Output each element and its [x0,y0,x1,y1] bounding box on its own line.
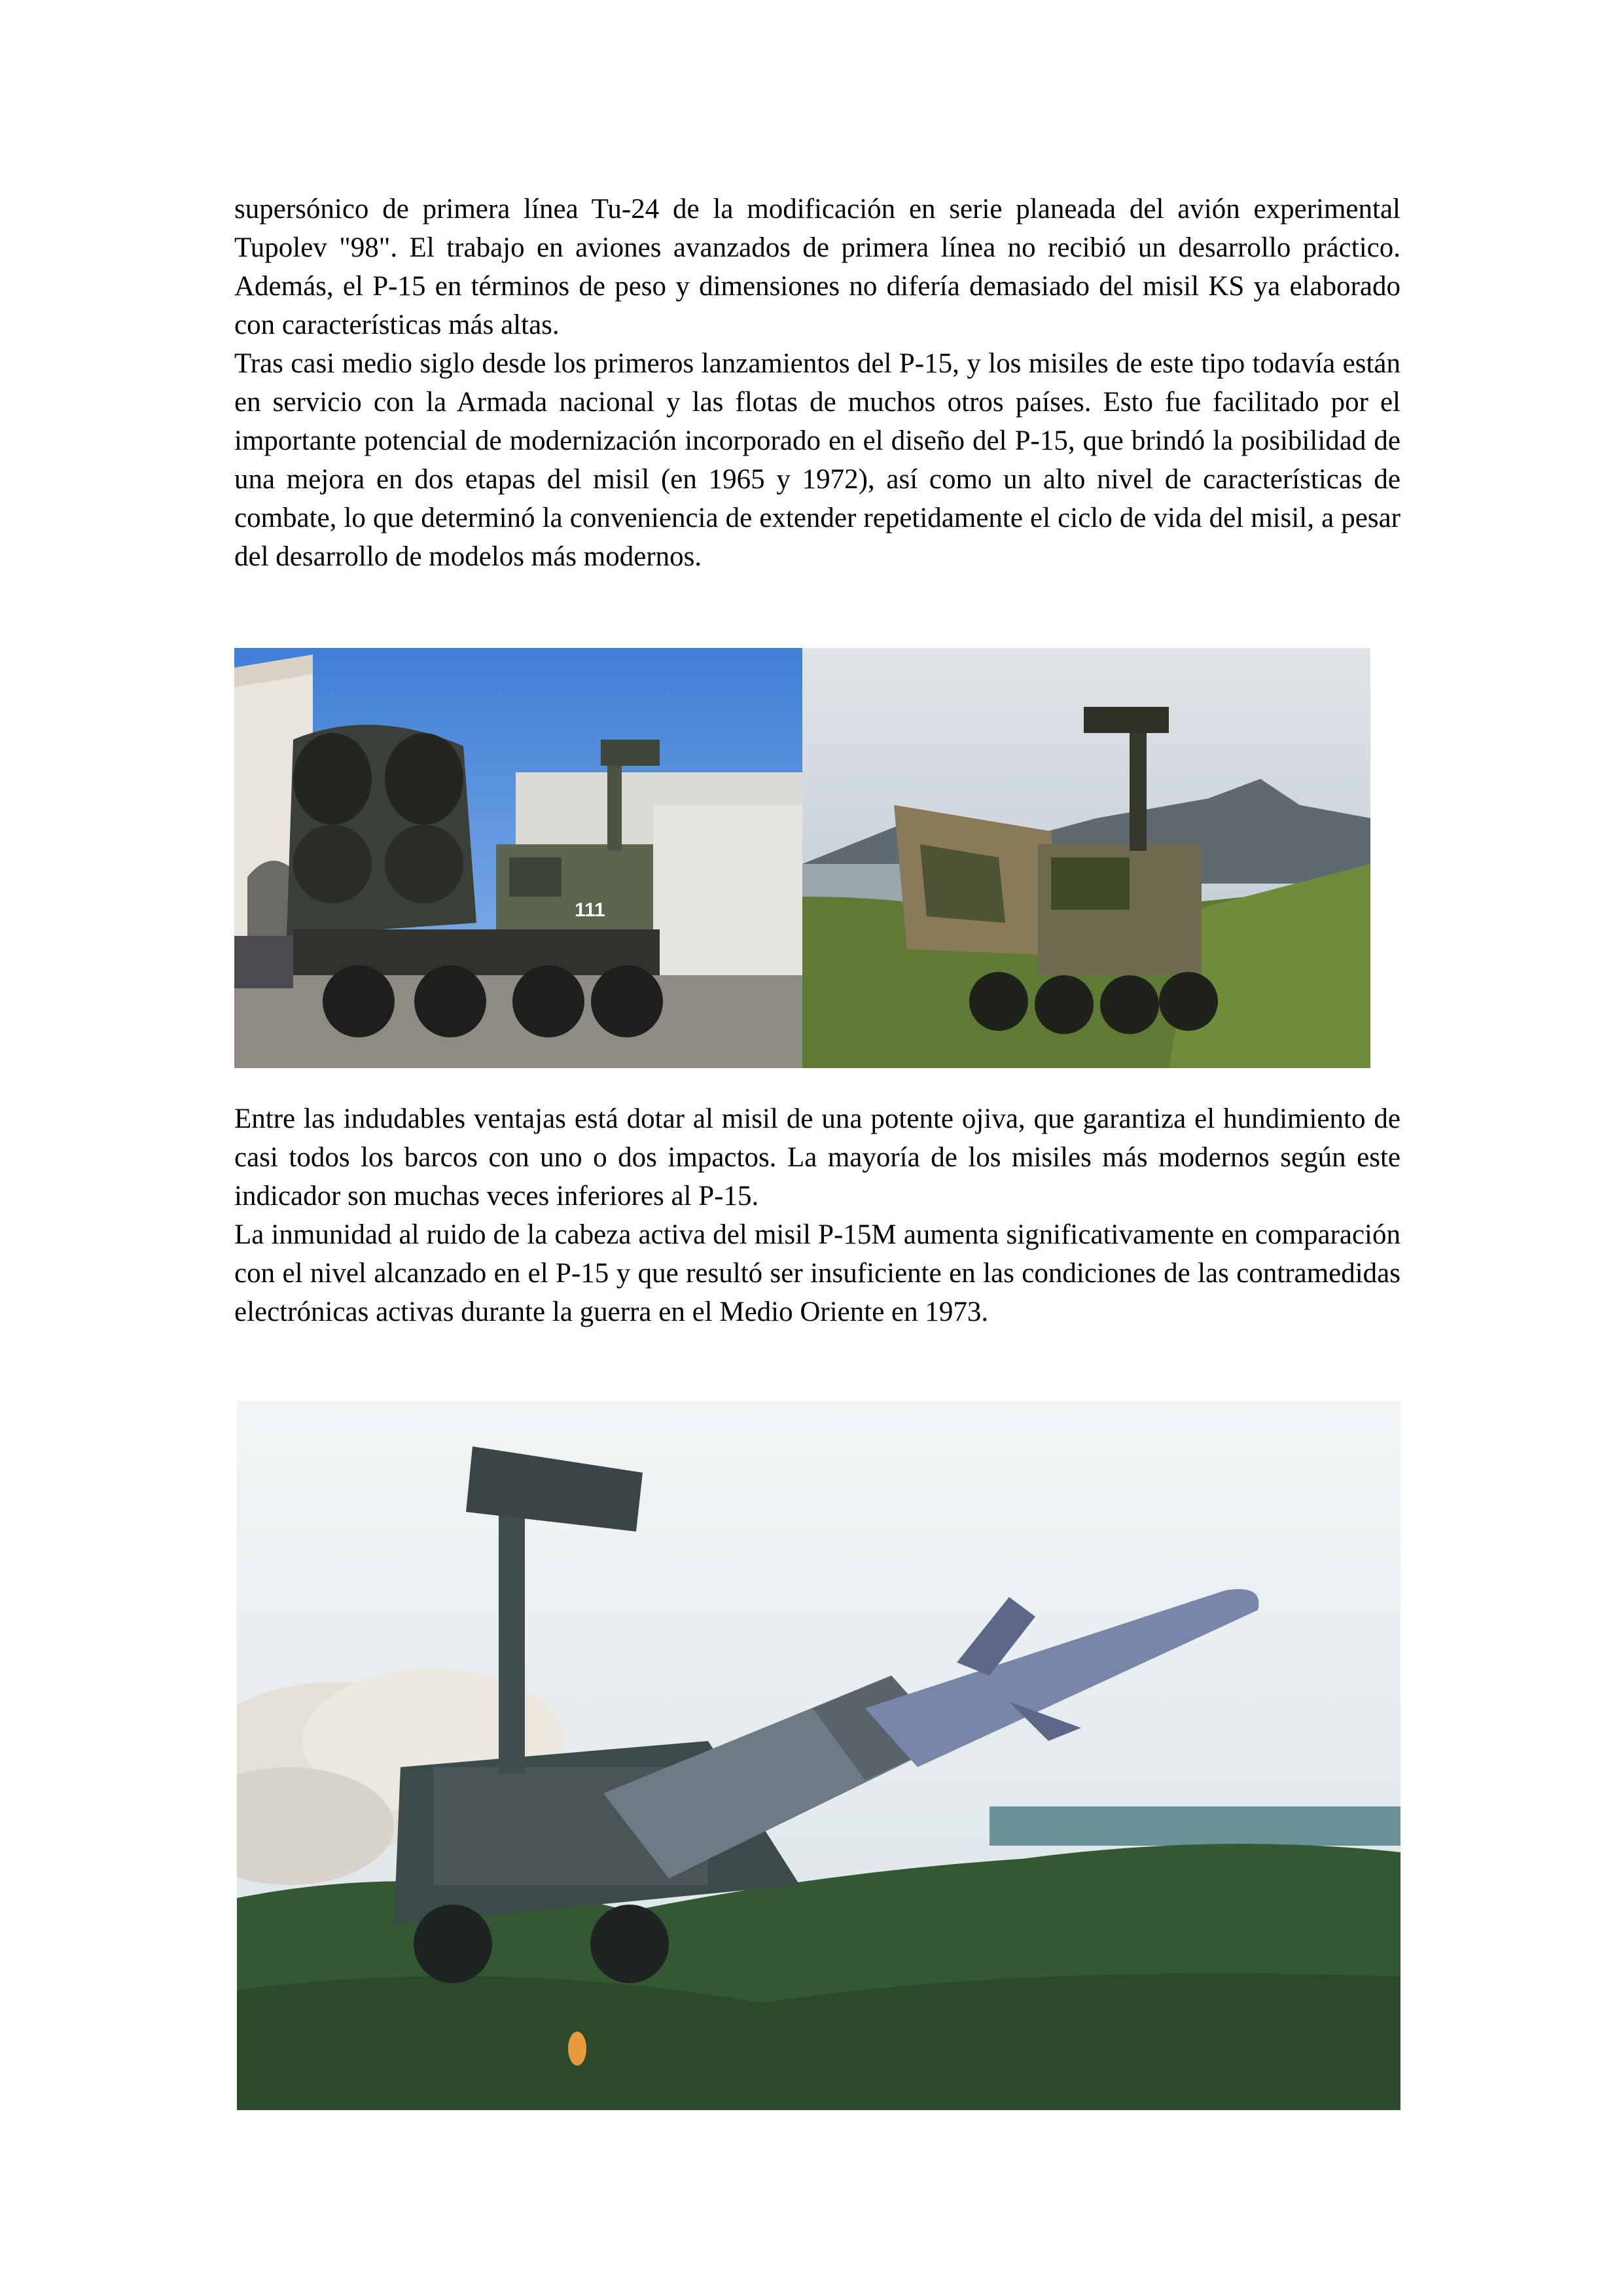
paragraph: supersónico de primera línea Tu-24 de la modificación en serie planeada del avión experimental Tupolev "98". El trabajo en aviones avanzados de primera línea no recibió un desarrollo práctico. Además, el P-15 en términos de peso y dimensiones no difería demasiado del misil KS ya elaborado con características más altas. [234,194,1400,340]
coastal-launcher-photo-parade [234,648,802,1068]
paragraph: Entre las indudables ventajas está dotar al misil de una potente ojiva, que garantiza el hundimiento de casi todos los barcos con uno o dos impactos. La mayoría de los misiles más modernos según este indicador son muchas veces inferiores al P-15. [234,1103,1400,1211]
vehicle-number-label: 111 [575,899,605,921]
text-block-top [234,190,1400,576]
missile-launch-photo [237,1401,1400,2110]
paragraph: La inmunidad al ruido de la cabeza activa del misil P-15M aumenta significativamente en comparación con el nivel alcanzado en el P-15 y que resultó ser insuficiente en las condiciones de las contramedidas electrónicas activas durante la guerra en el Medio Oriente en 1973. [234,1219,1400,1327]
text-block-middle [234,1100,1400,1331]
paragraph: Tras casi medio siglo desde los primeros lanzamientos del P-15, y los misiles de este tipo todavía están en servicio con la Armada nacional y las flotas de muchos otros países. Esto fue facilitado por el importante potencial de modernización incorporado en el diseño del P-15, que brindó la posibilidad de una mejora en dos etapas del misil (en 1965 y 1972), así como un alto nivel de características de combate, lo que determinó la conveniencia de extender repetidamente el ciclo de vida del misil, a pesar del desarrollo de modelos más modernos. [234,348,1400,572]
coastal-launcher-photo-field [802,648,1370,1068]
